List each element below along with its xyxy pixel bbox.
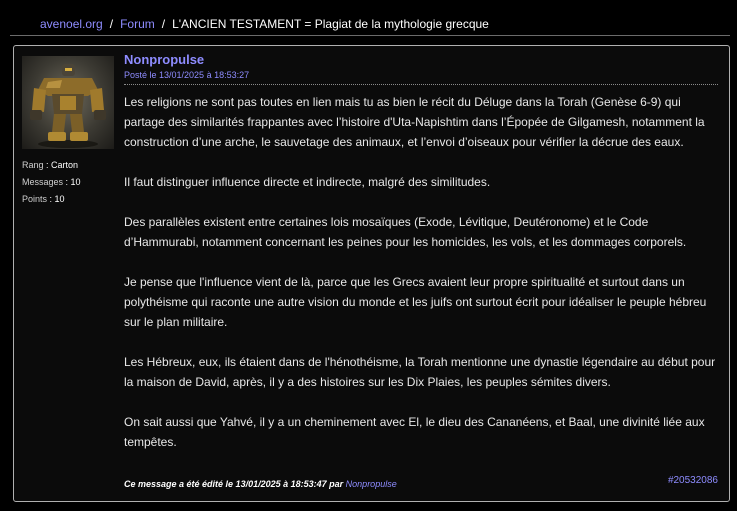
post-body xyxy=(124,52,721,452)
user-stats xyxy=(22,157,117,208)
post-paragraph: Il faut distinguer influence directe et indirecte, malgré des similitudes. xyxy=(124,175,491,189)
breadcrumb-current: L'ANCIEN TESTAMENT = Plagiat de la mythologie grecque xyxy=(172,17,489,31)
post-paragraph: Les Hébreux, eux, ils étaient dans de l'hénothéisme, la Torah mentionne une dynastie légendaire au début pour la maison de David, après, il y a des histoires sur les Dix Plaies, les peuples sémites divers. xyxy=(124,355,716,389)
post-paragraph: Je pense que l'influence vient de là, parce que les Grecs avaient leur propre spiritualité et surtout dans un polythéisme qui raconte une autre vision du monde et les juifs ont surtout écrit pour idéaliser le peuple hébreu sur le plan militaire. xyxy=(124,275,707,329)
post-paragraph: Des parallèles existent entre certaines lois mosaïques (Exode, Lévitique, Deutéronome) et le Code d’Hammurabi, notamment concernant les peines pour les homicides, les vols, et les dommages corporels. xyxy=(124,215,687,249)
forum-post xyxy=(13,45,730,502)
author-name-link[interactable]: Nonpropulse xyxy=(124,52,205,67)
breadcrumb-link-forum[interactable]: Forum xyxy=(120,17,155,31)
edit-note-text: Ce message a été édité le 13/01/2025 à 18:53:47 par xyxy=(124,479,344,489)
user-points: Points : 10 xyxy=(22,194,65,204)
rank-label: Rang xyxy=(22,160,44,170)
edit-author-link[interactable]: Nonpropulse xyxy=(345,479,397,489)
post-paragraph: Les religions ne sont pas toutes en lien mais tu as bien le récit du Déluge dans la Torah (Genèse 6-9) qui partage des similarités frappantes avec l’histoire d'Uta-Napishtim dans l’Épopée de Gilgamesh, notamment la construction d’une arche, le sauvetage des animaux, et l’envoi d’oiseaux pour vérifier la décrue des eaux. xyxy=(124,95,705,149)
post-permalink[interactable]: #20532086 xyxy=(667,475,718,486)
user-messages: Messages : 10 xyxy=(22,177,81,187)
user-rank: Rang : Carton xyxy=(22,160,79,170)
edit-note xyxy=(124,479,397,489)
author-sidebar xyxy=(22,56,117,208)
messages-value: 10 xyxy=(70,177,81,187)
breadcrumb-divider xyxy=(10,35,730,36)
breadcrumb-separator: / xyxy=(109,17,114,31)
avatar[interactable] xyxy=(22,56,114,149)
points-value: 10 xyxy=(54,194,65,204)
messages-label: Messages xyxy=(22,177,64,187)
post-header-divider xyxy=(124,84,718,85)
post-content xyxy=(124,92,721,452)
points-label: Points xyxy=(22,194,48,204)
breadcrumb-link-home[interactable]: avenoel.org xyxy=(40,17,103,31)
post-paragraph: On sait aussi que Yahvé, il y a un cheminement avec El, le dieu des Cananéens, et Baal, une divinité liée aux tempêtes. xyxy=(124,415,705,449)
breadcrumb-separator: / xyxy=(161,17,166,31)
armored-mech-avatar-icon xyxy=(22,56,114,149)
post-timestamp: Posté le 13/01/2025 à 18:53:27 xyxy=(124,70,250,80)
breadcrumb xyxy=(40,17,489,31)
rank-value: Carton xyxy=(51,160,79,170)
